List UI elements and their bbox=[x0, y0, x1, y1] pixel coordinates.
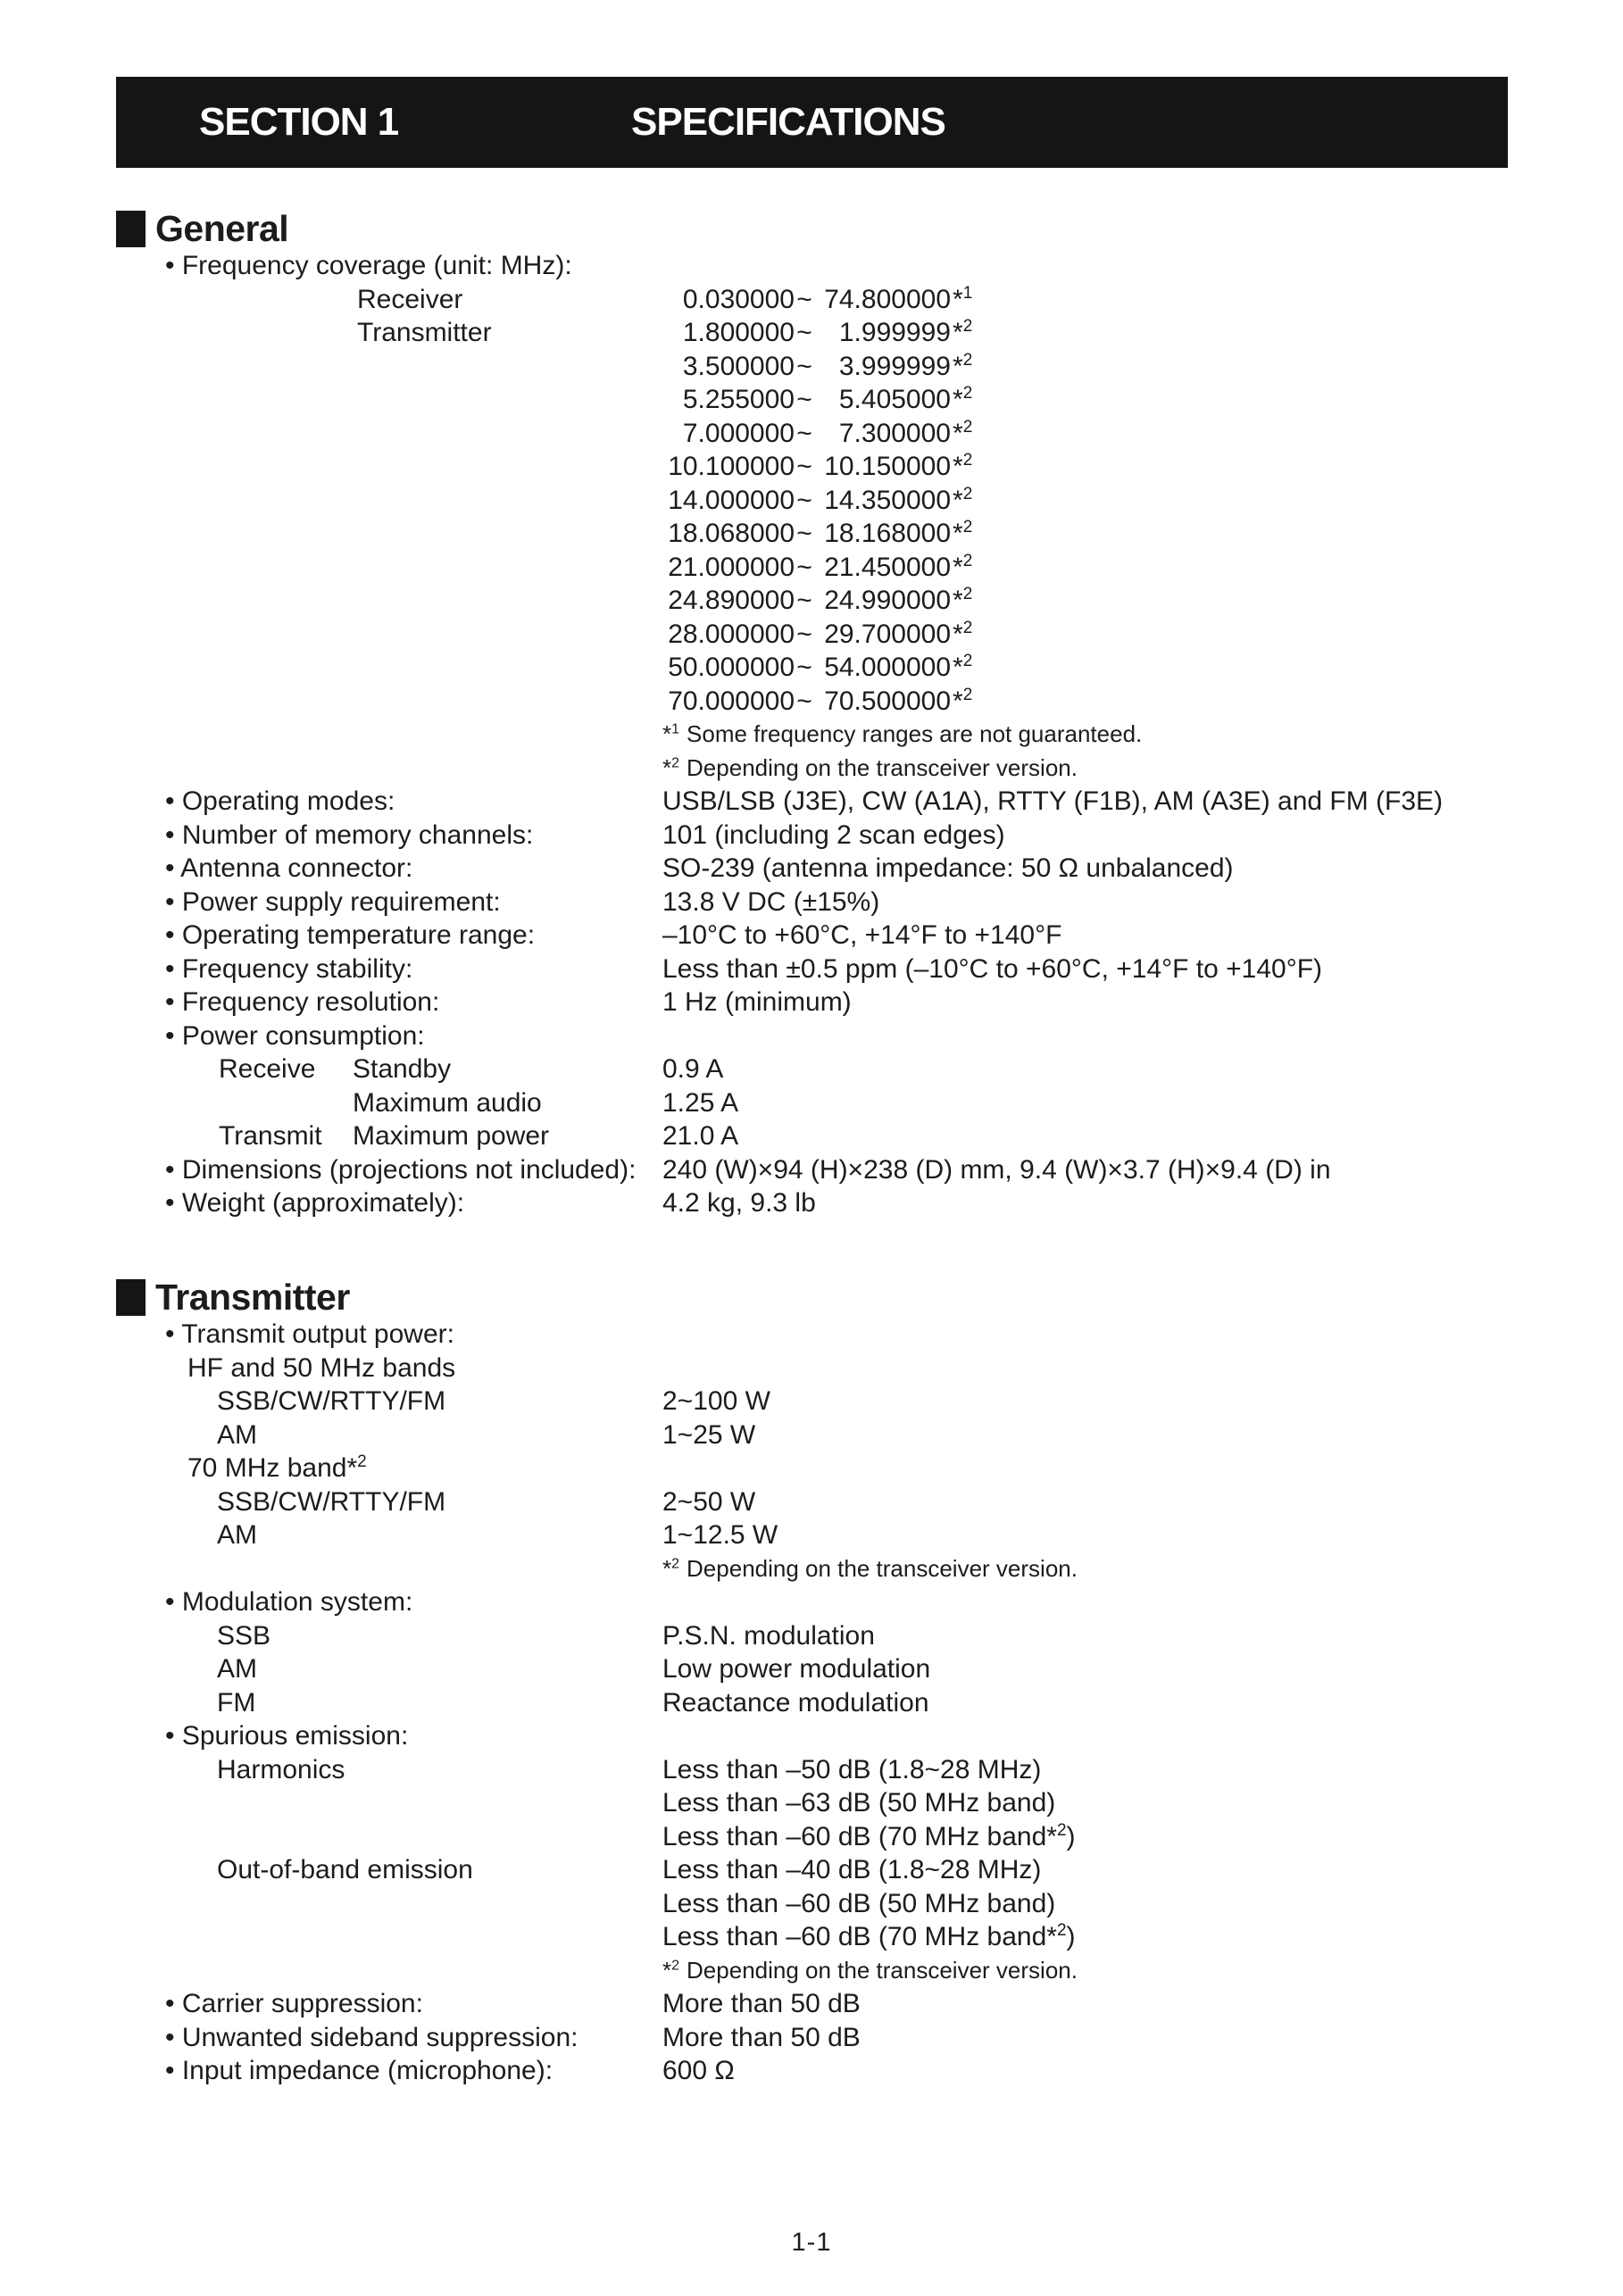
spec-label: • Power consumption: bbox=[165, 1020, 425, 1051]
spec-row bbox=[116, 1153, 1511, 1187]
spec-row bbox=[116, 1019, 1511, 1053]
frequency-range: 10.100000 ~ 10.150000 *$^2$ bbox=[662, 450, 972, 484]
footnote-row bbox=[116, 718, 1511, 752]
spec-value: Less than –40 dB (1.8~28 MHz) bbox=[662, 1855, 1042, 1884]
spec-row bbox=[116, 1585, 1511, 1619]
spec-value: 2~50 W bbox=[662, 1486, 756, 1517]
spec-label: AM bbox=[217, 1520, 257, 1550]
frequency-range: 7.000000 ~ 7.300000 *$^2$ bbox=[662, 417, 972, 451]
spec-row bbox=[116, 1186, 1511, 1220]
power-item-label: Standby bbox=[353, 1054, 452, 1084]
spec-row bbox=[116, 1318, 1511, 1352]
band-group-label: HF and 50 MHz bands bbox=[187, 1352, 456, 1383]
spec-value: 13.8 V DC (±15%) bbox=[662, 886, 880, 917]
frequency-row bbox=[116, 618, 1511, 652]
frequency-row-label: Receiver bbox=[357, 284, 463, 314]
footnote-marker: *$^2$ bbox=[953, 484, 973, 515]
frequency-row bbox=[116, 685, 1511, 719]
spec-value: 4.2 kg, 9.3 lb bbox=[662, 1188, 816, 1218]
frequency-row bbox=[116, 383, 1511, 417]
general-section bbox=[116, 208, 1511, 1220]
spec-row bbox=[116, 1686, 1511, 1720]
spec-value: Less than –60 dB (70 MHz band*$^2$) bbox=[662, 1921, 1076, 1951]
footnote-marker: *$^2$ bbox=[953, 417, 973, 448]
spec-label: • Modulation system: bbox=[165, 1587, 413, 1617]
footnote-row bbox=[116, 752, 1511, 786]
section-number: SECTION 1 bbox=[199, 100, 399, 144]
frequency-range: 5.255000 ~ 5.405000 *$^2$ bbox=[662, 383, 972, 417]
footnote-marker: *$^2$ bbox=[953, 551, 973, 582]
spec-label: • Frequency coverage (unit: MHz): bbox=[165, 251, 572, 280]
spec-label: • Transmit output power: bbox=[165, 1319, 454, 1349]
spec-value: 1.25 A bbox=[662, 1087, 739, 1118]
spec-value: 1~25 W bbox=[662, 1419, 756, 1450]
spec-row bbox=[116, 1786, 1511, 1820]
spec-value: 240 (W)×94 (H)×238 (D) mm, 9.4 (W)×3.7 (H)×9.4 (D) in bbox=[662, 1154, 1331, 1185]
spec-label: SSB bbox=[217, 1620, 271, 1651]
spec-label: • Input impedance (microphone): bbox=[165, 2056, 553, 2085]
frequency-range: 21.000000 ~ 21.450000 *$^2$ bbox=[662, 551, 972, 585]
spec-value: 1~12.5 W bbox=[662, 1520, 778, 1550]
spec-label: • Number of memory channels: bbox=[165, 819, 534, 850]
spec-row bbox=[116, 785, 1511, 819]
footnote: *$^2$ Depending on the transceiver version. bbox=[662, 753, 1078, 781]
power-mode-label: Receive bbox=[219, 1054, 316, 1084]
spec-row bbox=[116, 919, 1511, 953]
spec-label: • Operating temperature range: bbox=[165, 920, 536, 950]
frequency-range: 70.000000 ~ 70.500000 *$^2$ bbox=[662, 685, 972, 719]
transmitter-heading-label: Transmitter bbox=[155, 1276, 350, 1318]
footnote-marker: *$^2$ bbox=[953, 618, 973, 649]
spec-label: AM bbox=[217, 1654, 257, 1684]
spec-value: Less than –60 dB (50 MHz band) bbox=[662, 1888, 1056, 1918]
general-rows bbox=[116, 249, 1511, 1220]
spec-label: • Antenna connector: bbox=[165, 853, 413, 883]
frequency-row bbox=[116, 417, 1511, 451]
footnote: *$^1$ Some frequency ranges are not guaranteed. bbox=[662, 720, 1143, 747]
spec-row bbox=[116, 852, 1511, 886]
footnote-marker: *$^2$ bbox=[953, 350, 973, 381]
spec-value: Less than –63 dB (50 MHz band) bbox=[662, 1788, 1056, 1818]
spec-row bbox=[116, 1820, 1511, 1854]
footnote-marker: *$^2$ bbox=[953, 317, 973, 347]
spec-row bbox=[116, 1853, 1511, 1887]
transmitter-section bbox=[116, 1277, 1511, 2088]
footnote-marker: *$^2$ bbox=[953, 384, 973, 414]
section-marker-icon bbox=[116, 1279, 146, 1316]
spec-value: More than 50 dB bbox=[662, 1989, 861, 2018]
spec-row bbox=[116, 1485, 1511, 1519]
transmitter-heading bbox=[116, 1277, 1511, 1318]
spec-row bbox=[116, 953, 1511, 986]
spec-label: • Carrier suppression: bbox=[165, 1989, 423, 2018]
section-marker-icon bbox=[116, 211, 146, 247]
footnote-marker: *$^2$ bbox=[1046, 1820, 1067, 1851]
page-number: 1-1 bbox=[791, 2228, 832, 2257]
general-heading bbox=[116, 208, 1511, 249]
power-consumption-row bbox=[116, 1086, 1511, 1120]
spec-label: • Unwanted sideband suppression: bbox=[165, 2022, 578, 2052]
general-heading-label: General bbox=[155, 207, 289, 249]
frequency-row bbox=[116, 651, 1511, 685]
frequency-row-label: Transmitter bbox=[357, 318, 492, 347]
band-group-row bbox=[116, 1452, 1511, 1485]
frequency-range: 24.890000 ~ 24.990000 *$^2$ bbox=[662, 584, 972, 618]
frequency-row bbox=[116, 484, 1511, 518]
spec-row bbox=[116, 1385, 1511, 1418]
spec-label: SSB/CW/RTTY/FM bbox=[217, 1486, 446, 1517]
spec-label: FM bbox=[217, 1687, 256, 1718]
spec-value: 21.0 A bbox=[662, 1121, 739, 1151]
spec-row bbox=[116, 1719, 1511, 1753]
footnote-marker: *$^1$ bbox=[953, 283, 973, 314]
spec-row bbox=[116, 819, 1511, 853]
footnote-marker: *$^2$ bbox=[953, 652, 973, 682]
spec-value: P.S.N. modulation bbox=[662, 1620, 875, 1651]
spec-label: • Dimensions (projections not included): bbox=[165, 1154, 637, 1185]
frequency-range: 18.068000 ~ 18.168000 *$^2$ bbox=[662, 517, 972, 551]
spec-value: 1 Hz (minimum) bbox=[662, 987, 852, 1017]
spec-label: • Power supply requirement: bbox=[165, 886, 501, 917]
spec-label: • Frequency stability: bbox=[165, 953, 413, 984]
spec-row bbox=[116, 1518, 1511, 1552]
footnote-marker: *$^2$ bbox=[1046, 1921, 1067, 1951]
power-item-label: Maximum audio bbox=[353, 1087, 542, 1118]
spec-value: USB/LSB (J3E), CW (A1A), RTTY (F1B), AM (A3E) and FM (F3E) bbox=[662, 786, 1444, 816]
spec-value: 0.9 A bbox=[662, 1054, 724, 1084]
footnote-row bbox=[116, 1954, 1511, 1988]
spec-label: • Spurious emission: bbox=[165, 1721, 409, 1751]
footnote-marker: *$^2$ bbox=[953, 518, 973, 548]
frequency-row bbox=[116, 350, 1511, 384]
frequency-range: 0.030000 ~ 74.800000 *$^1$ bbox=[662, 283, 972, 317]
spec-row bbox=[116, 886, 1511, 919]
power-mode-label: Transmit bbox=[219, 1121, 322, 1151]
frequency-range: 28.000000 ~ 29.700000 *$^2$ bbox=[662, 618, 972, 652]
band-group-row bbox=[116, 1352, 1511, 1385]
spec-value: Less than ±0.5 ppm (–10°C to +60°C, +14°F to +140°F) bbox=[662, 953, 1323, 984]
footnote-row bbox=[116, 1552, 1511, 1586]
spec-row bbox=[116, 1753, 1511, 1787]
spec-row bbox=[116, 1652, 1511, 1686]
spec-label: • Frequency resolution: bbox=[165, 987, 440, 1017]
frequency-range: 14.000000 ~ 14.350000 *$^2$ bbox=[662, 484, 972, 518]
footnote-marker: *$^2$ bbox=[953, 685, 973, 716]
spec-value: Less than –60 dB (70 MHz band*$^2$) bbox=[662, 1820, 1076, 1851]
frequency-row bbox=[116, 584, 1511, 618]
power-consumption-row bbox=[116, 1052, 1511, 1086]
spec-row bbox=[116, 986, 1511, 1019]
frequency-row bbox=[116, 450, 1511, 484]
spec-label: • Operating modes: bbox=[165, 786, 395, 816]
spec-value: 2~100 W bbox=[662, 1386, 770, 1416]
frequency-range: 1.800000 ~ 1.999999 *$^2$ bbox=[662, 316, 972, 350]
footnote-marker: *$^2$ bbox=[953, 451, 973, 481]
footnote: *$^2$ Depending on the transceiver version. bbox=[662, 1956, 1078, 1984]
frequency-row bbox=[116, 316, 1511, 350]
frequency-row bbox=[116, 283, 1511, 317]
spec-row bbox=[116, 1619, 1511, 1653]
spec-value: 600 Ω bbox=[662, 2056, 735, 2085]
spec-value: Low power modulation bbox=[662, 1654, 931, 1684]
spec-label: Harmonics bbox=[217, 1754, 345, 1784]
spec-row bbox=[116, 2021, 1511, 2055]
spec-label: Out-of-band emission bbox=[217, 1855, 473, 1884]
frequency-range: 50.000000 ~ 54.000000 *$^2$ bbox=[662, 651, 972, 685]
power-consumption-row bbox=[116, 1119, 1511, 1153]
spec-value: –10°C to +60°C, +14°F to +140°F bbox=[662, 920, 1062, 950]
spec-row bbox=[116, 1418, 1511, 1452]
frequency-row bbox=[116, 517, 1511, 551]
frequency-row bbox=[116, 551, 1511, 585]
spec-value: More than 50 dB bbox=[662, 2022, 861, 2052]
footnote-marker: *$^2$ bbox=[346, 1452, 367, 1483]
transmitter-rows bbox=[116, 1318, 1511, 2088]
section-header-bar bbox=[116, 77, 1508, 168]
spec-value: 101 (including 2 scan edges) bbox=[662, 819, 1005, 850]
footnote-marker: *$^2$ bbox=[953, 585, 973, 615]
spec-label: • Weight (approximately): bbox=[165, 1188, 465, 1218]
power-item-label: Maximum power bbox=[353, 1121, 550, 1151]
spec-value: SO-239 (antenna impedance: 50 Ω unbalanced) bbox=[662, 853, 1234, 883]
spec-row bbox=[116, 1887, 1511, 1921]
page-title: SPECIFICATIONS bbox=[631, 100, 945, 144]
band-group-label: 70 MHz band*$^2$ bbox=[187, 1452, 367, 1483]
spec-value: Less than –50 dB (1.8~28 MHz) bbox=[662, 1754, 1042, 1784]
frequency-range: 3.500000 ~ 3.999999 *$^2$ bbox=[662, 350, 972, 384]
spec-row bbox=[116, 1987, 1511, 2021]
spec-label: SSB/CW/RTTY/FM bbox=[217, 1386, 446, 1416]
spec-value: Reactance modulation bbox=[662, 1687, 929, 1718]
spec-row bbox=[116, 2054, 1511, 2088]
spec-label: AM bbox=[217, 1419, 257, 1450]
spec-row bbox=[116, 1920, 1511, 1954]
footnote: *$^2$ Depending on the transceiver version. bbox=[662, 1554, 1078, 1582]
spec-row bbox=[116, 249, 1511, 283]
